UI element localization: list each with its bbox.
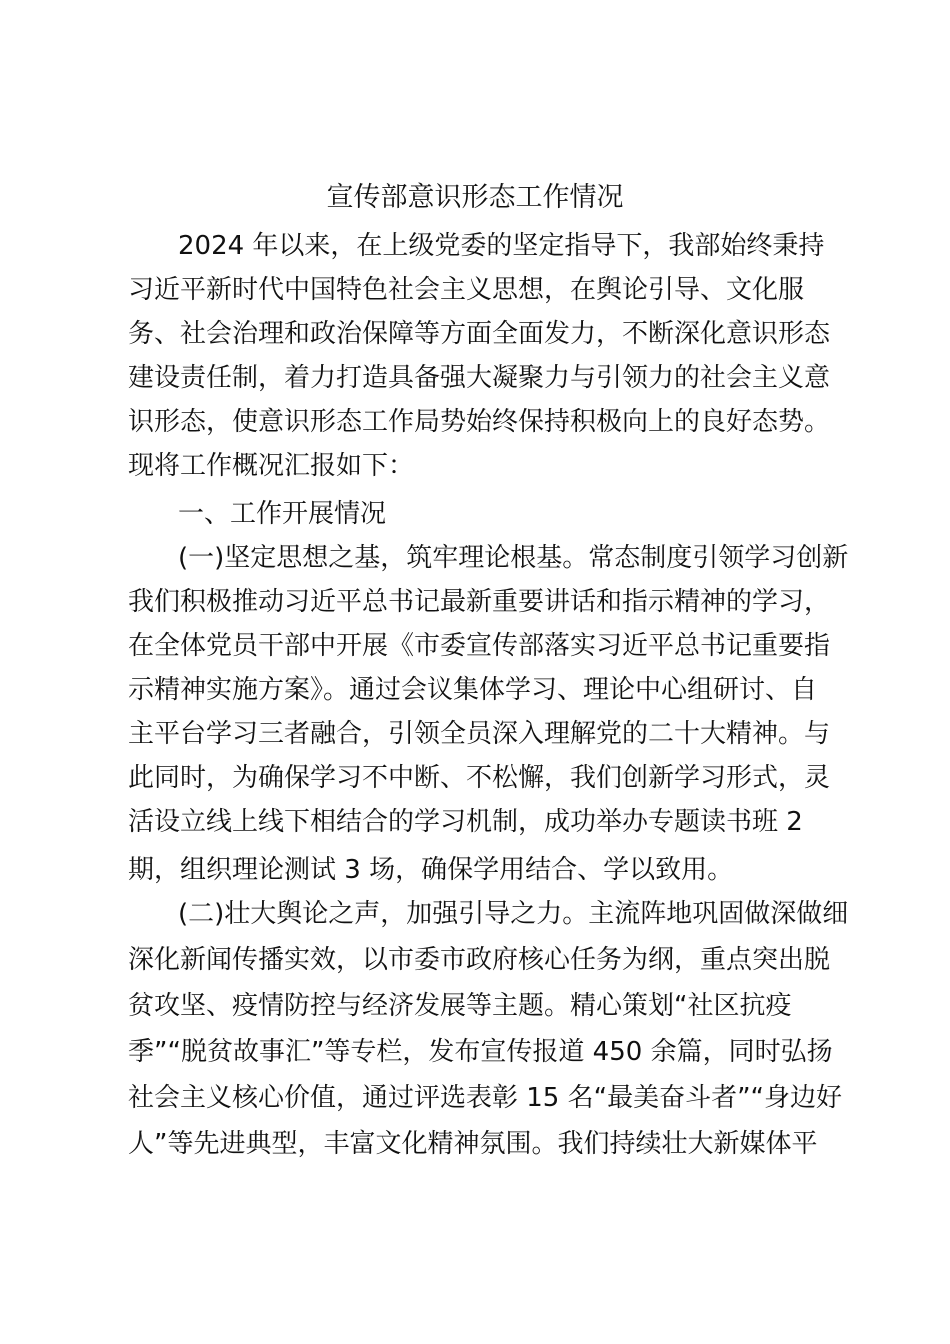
paragraph-line: 识形态，使意识形态工作局势始终保持积极向上的良好态势。 <box>128 407 831 437</box>
paragraph-line: (一)坚定思想之基，筑牢理论根基。常态制度引领学习创新 <box>178 543 849 573</box>
paragraph-line: 贫攻坚、疫情防控与经济发展等主题。精心策划“社区抗疫 <box>128 991 792 1021</box>
paragraph-line: 建设责任制，着力打造具备强大凝聚力与引领力的社会主义意 <box>128 363 831 393</box>
paragraph-line: 活设立线上线下相结合的学习机制，成功举办专题读书班 2 <box>128 807 803 837</box>
paragraph-line: 我们积极推动习近平总书记最新重要讲话和指示精神的学习， <box>128 587 831 617</box>
paragraph-line: 季”“脱贫故事汇”等专栏，发布宣传报道 450 余篇，同时弘扬 <box>128 1037 833 1067</box>
paragraph-line: 此同时，为确保学习不中断、不松懈，我们创新学习形式，灵 <box>128 763 831 793</box>
paragraph-line: 2024 年以来，在上级党委的坚定指导下，我部始终秉持 <box>178 231 825 261</box>
paragraph-line: (二)壮大舆论之声，加强引导之力。主流阵地巩固做深做细 <box>178 899 849 929</box>
paragraph-line: 现将工作概况汇报如下： <box>128 451 415 481</box>
paragraph-line: 务、社会治理和政治保障等方面全面发力，不断深化意识形态 <box>128 319 831 349</box>
section-heading: 一、工作开展情况 <box>178 499 387 529</box>
paragraph-line: 深化新闻传播实效，以市委市政府核心任务为纲，重点突出脱 <box>128 945 831 975</box>
paragraph-line: 习近平新时代中国特色社会主义思想，在舆论引导、文化服 <box>128 275 805 305</box>
paragraph-line: 人”等先进典型，丰富文化精神氛围。我们持续壮大新媒体平 <box>128 1129 818 1159</box>
paragraph-line: 期，组织理论测试 3 场，确保学用结合、学以致用。 <box>128 855 734 885</box>
paragraph-line: 示精神实施方案》。通过会议集体学习、理论中心组研讨、自 <box>128 675 818 705</box>
document-title: 宣传部意识形态工作情况 <box>326 182 624 213</box>
paragraph-line: 社会主义核心价值，通过评选表彰 15 名“最美奋斗者”“身边好 <box>128 1083 843 1113</box>
paragraph-line: 主平台学习三者融合，引领全员深入理解党的二十大精神。与 <box>128 719 831 749</box>
paragraph-line: 在全体党员干部中开展《市委宣传部落实习近平总书记重要指 <box>128 631 831 661</box>
